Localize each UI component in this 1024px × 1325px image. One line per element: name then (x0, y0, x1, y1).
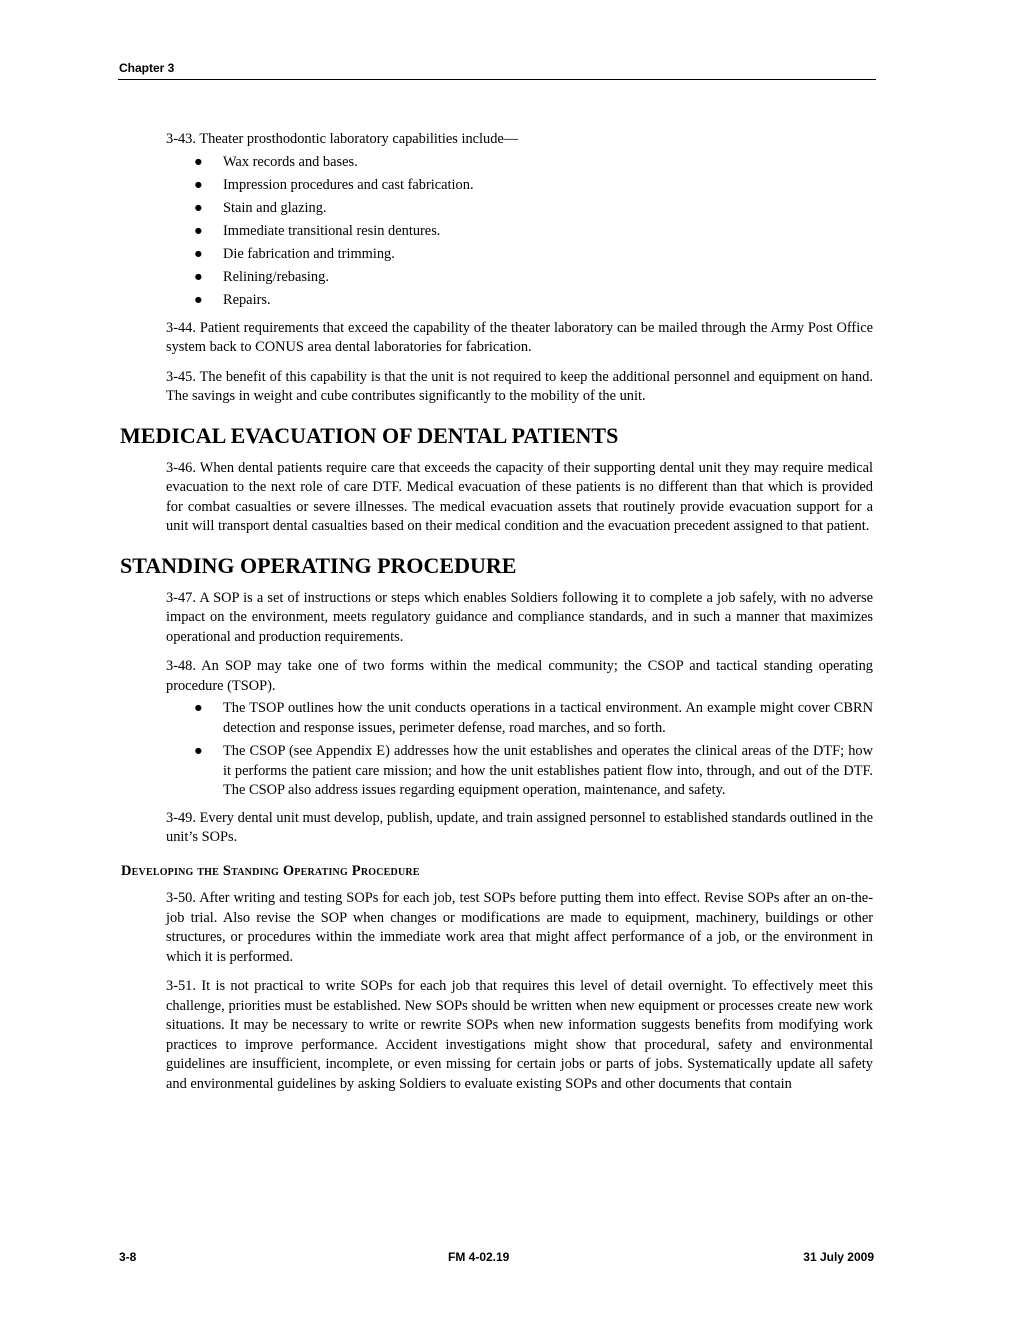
list-item: ● The TSOP outlines how the unit conducts operations in a tactical environment. An example might cover CBRN detection and response issues, perimeter defense, road marches, and so forth. (194, 700, 873, 736)
bullet-icon: ● (194, 268, 203, 285)
bullet-icon: ● (194, 743, 203, 760)
footer-document-id: FM 4-02.19 (448, 1250, 510, 1264)
list-item: ● The CSOP (see Appendix E) addresses how the unit establishes and operates the clinical areas of the DTF; how it performs the patient care mission; and how the unit establishes patient flow into, through, and out of the DTF. The CSOP also address issues regarding equipment operation, maintenance, and safety. (194, 743, 873, 799)
bullet-icon: ● (194, 153, 203, 170)
list-item: ● Impression procedures and cast fabrication. (166, 176, 873, 196)
paragraph-3-44: 3-44. Patient requirements that exceed the capability of the theater laboratory can be mailed through the Army Post Office system back to CONUS area dental laboratories for fabrication. (166, 319, 873, 356)
paragraph-3-46: 3-46. When dental patients require care that exceeds the capacity of their supporting dental unit they may require medical evacuation to the next role of care DTF. Medical evacuation of these patients is no different than that which is provided for combat casualties or severe illnesses. The medical evacuation assets that routinely provide evacuation support for a unit will transport dental casualties based on their medical condition and the evacuation precedent assigned to that patient. (166, 459, 873, 535)
paragraph-3-49: 3-49. Every dental unit must develop, publish, update, and train assigned personnel to established standards outlined in the unit’s SOPs. (166, 809, 873, 846)
paragraph-3-51: 3-51. It is not practical to write SOPs for each job that requires this level of detail overnight. To effectively meet this challenge, priorities must be established. New SOPs should be written when new equipment or processes create new work situations. It may be necessary to write or rewrite SOPs when new information suggests benefits from modifying work practices to improve performance. Accident investigations might show that procedural, safety and environmental guidelines are insufficient, incomplete, or even missing for certain jobs or parts of jobs. Systematically update all safety and environmental guidelines by asking Soldiers to evaluate existing SOPs and other documents that contain (166, 978, 873, 1092)
chapter-header: Chapter 3 (119, 61, 175, 75)
list-item: ● Repairs. (166, 291, 873, 311)
bullet-icon: ● (194, 700, 203, 717)
paragraph-3-45: 3-45. The benefit of this capability is that the unit is not required to keep the additional personnel and equipment on hand. The savings in weight and cube contributes significantly to the mobility of the unit. (166, 368, 873, 405)
list-item: ● Die fabrication and trimming. (166, 245, 873, 265)
lab-capabilities-list (166, 153, 873, 311)
header-rule (118, 79, 876, 80)
page-content (120, 130, 873, 1104)
bullet-icon: ● (194, 199, 203, 216)
section-heading-sop: STANDING OPERATING PROCEDURE (120, 552, 517, 578)
subsection-heading-developing-sop: Developing the Standing Operating Procedure (121, 862, 420, 879)
paragraph-3-50: 3-50. After writing and testing SOPs for each job, test SOPs before putting them into effect. Revise SOPs after an on-the-job trial. Also revise the SOP when changes or modifications are made to equipment, machinery, buildings or other structures, or procedures within the immediate work area that might affect performance of a job, or the environment in which it is performed. (166, 890, 873, 965)
list-item: ● Wax records and bases. (166, 153, 873, 173)
list-item: ● Stain and glazing. (166, 199, 873, 219)
footer-date: 31 July 2009 (803, 1250, 874, 1264)
paragraph-3-47: 3-47. A SOP is a set of instructions or steps which enables Soldiers following it to complete a job safely, with no adverse impact on the environment, meets regulatory guidance and compliance standards, and in such a manner that maximizes operational and production requirements. (166, 589, 873, 645)
bullet-icon: ● (194, 292, 203, 309)
bullet-icon: ● (194, 245, 203, 262)
footer-page-number: 3-8 (119, 1250, 137, 1264)
paragraph-3-48: 3-48. An SOP may take one of two forms within the medical community; the CSOP and tactical standing operating procedure (TSOP). (166, 658, 873, 694)
list-item: ● Relining/rebasing. (166, 268, 873, 288)
section-heading-medevac: MEDICAL EVACUATION OF DENTAL PATIENTS (120, 422, 619, 448)
paragraph-3-43: 3-43. Theater prosthodontic laboratory capabilities include— (166, 131, 519, 147)
list-item: ● Immediate transitional resin dentures. (166, 222, 873, 242)
bullet-icon: ● (194, 176, 203, 193)
bullet-icon: ● (194, 222, 203, 239)
sop-forms-list (166, 699, 873, 801)
